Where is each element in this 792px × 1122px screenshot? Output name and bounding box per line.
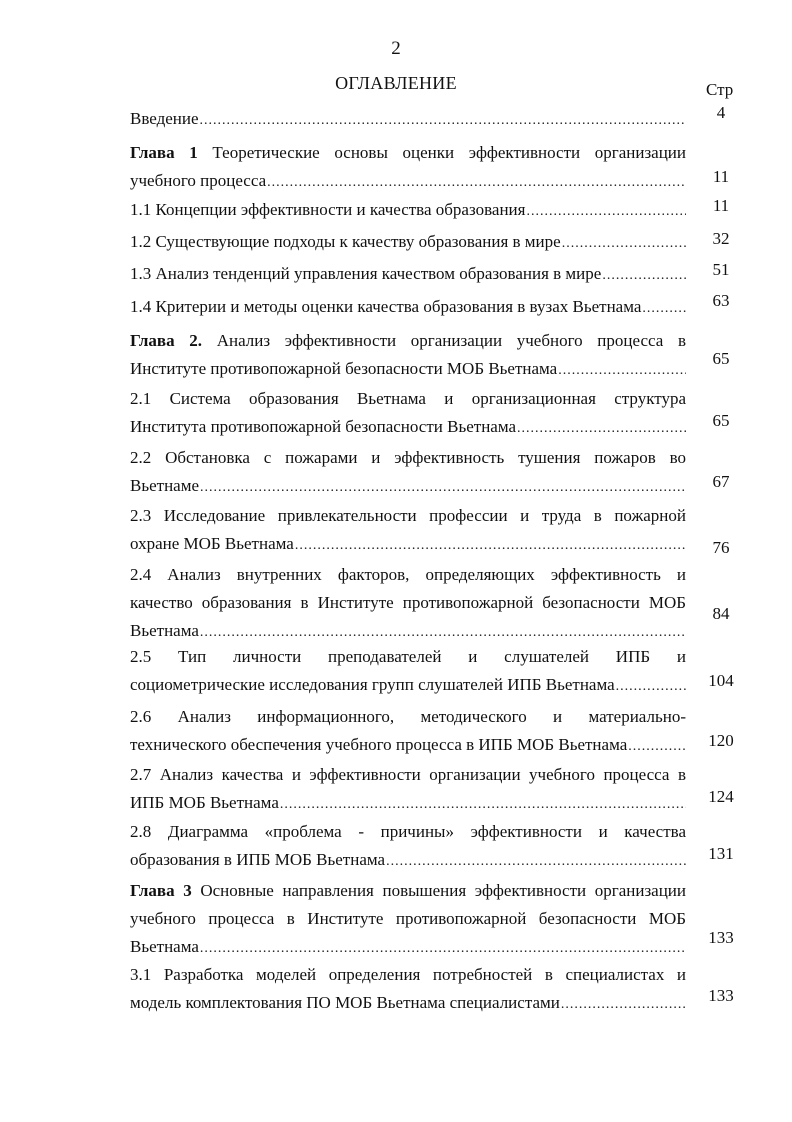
toc-page-number: 4 (716, 103, 726, 122)
toc-entry-2-1[interactable] (130, 385, 686, 443)
toc-page-number: 76 (712, 538, 730, 557)
toc-entry-2-6[interactable] (130, 703, 686, 761)
toc-entry-text: Вьетнаме (130, 476, 200, 495)
chapter-label: Глава 2. (130, 331, 203, 350)
toc-entry-text: 2.7 Анализ качества и эффективности организации учебного процесса в (130, 765, 686, 784)
toc-title: ОГЛАВЛЕНИЕ (335, 73, 457, 93)
toc-entry-2-2[interactable] (130, 444, 686, 502)
toc-entry-introduction[interactable] (130, 105, 686, 135)
toc-entry-text: Институте противопожарной безопасности МОБ Вьетнама (130, 359, 558, 378)
toc-page-number: 51 (712, 260, 730, 279)
toc-entry-text: 2.5 Тип личности преподавателей и слушателей ИПБ и (130, 647, 686, 666)
toc-page-number: 133 (708, 986, 734, 1005)
toc-entry-text: Анализ эффективности организации учебного процесса в (216, 331, 686, 350)
toc-entry-1-1[interactable] (130, 196, 686, 226)
toc-entry-2-7[interactable] (130, 761, 686, 819)
toc-entry-2-4[interactable] (130, 561, 686, 647)
toc-page-number: 84 (712, 604, 730, 623)
toc-entry-text: 2.4 Анализ внутренних факторов, определяющих эффективность и (130, 565, 686, 584)
toc-entry-text: Введение (130, 109, 199, 128)
toc-page-number: 32 (712, 229, 730, 248)
toc-entry-text: Основные направления повышения эффективности организации (200, 881, 686, 900)
toc-entry-2-3[interactable] (130, 502, 686, 560)
toc-entry-text: 1.1 Концепции эффективности и качества образования (130, 200, 526, 219)
toc-entry-text: социометрические исследования групп слушателей ИПБ Вьетнама (130, 675, 615, 694)
page-number: 2 (391, 38, 401, 59)
toc-entry-text: образования в ИПБ МОБ Вьетнама (130, 850, 386, 869)
toc-entry-3-1[interactable] (130, 961, 686, 1019)
toc-page-number: 65 (712, 349, 730, 368)
toc-entry-chapter-1[interactable] (130, 139, 686, 197)
page-column-header: Стр (706, 80, 734, 99)
toc-entry-text: учебного процесса (130, 171, 267, 190)
toc-entry-text: Института противопожарной безопасности Вьетнама (130, 417, 517, 436)
toc-entry-1-3[interactable] (130, 260, 686, 290)
toc-page-number: 63 (712, 291, 730, 310)
toc-entry-text: Вьетнама (130, 621, 199, 640)
toc-page-number: 65 (712, 411, 730, 430)
toc-page-number: 124 (708, 787, 734, 806)
toc-entry-text: 1.3 Анализ тенденций управления качеством образования в мире (130, 264, 602, 283)
toc-entry-text: 1.4 Критерии и методы оценки качества образования в вузах Вьетнама (130, 297, 642, 316)
toc-entry-text: 3.1 Разработка моделей определения потребностей в специалистах и (130, 965, 686, 984)
toc-entry-1-4[interactable] (130, 293, 686, 323)
toc-entry-text: 2.3 Исследование привлекательности профессии и труда в пожарной (130, 506, 686, 525)
toc-entry-2-5[interactable] (130, 643, 686, 701)
toc-entry-text: Теоретические основы оценки эффективности организации (212, 143, 687, 162)
toc-page-number: 104 (708, 671, 734, 690)
toc-entry-text: 1.2 Существующие подходы к качеству образования в мире (130, 232, 561, 251)
chapter-label: Глава 1 (130, 143, 198, 162)
toc-entry-text: 2.1 Система образования Вьетнама и организационная структура (130, 389, 686, 408)
toc-entry-text: охране МОБ Вьетнама (130, 534, 294, 553)
toc-entry-text: 2.2 Обстановка с пожарами и эффективность тушения пожаров во (130, 448, 686, 467)
toc-page-number: 67 (712, 472, 730, 491)
toc-entry-text: 2.6 Анализ информационного, методического и материально- (130, 707, 686, 726)
toc-entry-text: 2.8 Диаграмма «проблема - причины» эффективности и качества (130, 822, 686, 841)
toc-entry-text: качество образования в Институте противопожарной безопасности МОБ (130, 593, 686, 612)
toc-entry-text: технического обеспечения учебного процесса в ИПБ МОБ Вьетнама (130, 735, 628, 754)
toc-entry-text: учебного процесса в Институте противопожарной безопасности МОБ (130, 909, 686, 928)
toc-entry-2-8[interactable] (130, 818, 686, 876)
toc-entry-text: Вьетнама (130, 937, 199, 956)
toc-entry-text: модель комплектования ПО МОБ Вьетнама специалистами (130, 993, 560, 1012)
toc-entry-chapter-3[interactable] (130, 877, 686, 963)
toc-entry-chapter-2[interactable] (130, 327, 686, 385)
toc-entry-1-2[interactable] (130, 228, 686, 258)
toc-page-number: 133 (708, 928, 734, 947)
toc-page-number: 11 (712, 167, 730, 186)
chapter-label: Глава 3 (130, 881, 192, 900)
toc-page-number: 120 (708, 731, 734, 750)
toc-entry-text: ИПБ МОБ Вьетнама (130, 793, 279, 812)
toc-page-number: 131 (708, 844, 734, 863)
toc-page-number: 11 (712, 196, 730, 215)
